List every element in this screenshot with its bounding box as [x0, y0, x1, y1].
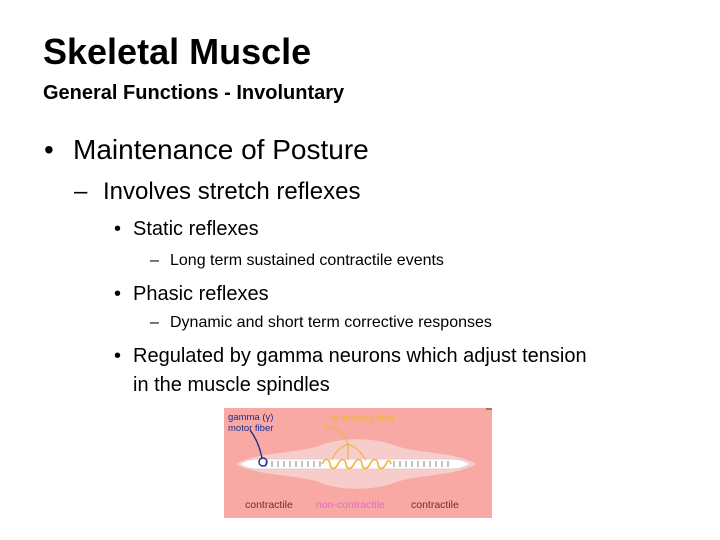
contractile-right-label: contractile — [411, 499, 459, 511]
bullet-text: Long term sustained contractile events — [170, 252, 444, 269]
bullet-stretch — [74, 176, 360, 208]
bullet-marker: • — [44, 134, 54, 165]
bullet-posture — [44, 133, 369, 167]
bullet-text: Phasic reflexes — [133, 283, 269, 305]
non-contractile-label: non-contractile — [316, 499, 385, 511]
gamma-label-line1: gamma (γ) — [228, 412, 274, 423]
bullet-marker: – — [150, 314, 159, 331]
sensory-fiber-label: Ia sensory fiber — [330, 413, 395, 424]
bullet-marker: – — [74, 178, 88, 205]
bullet-static — [114, 216, 259, 242]
bullet-text: Dynamic and short term corrective responses — [170, 314, 492, 331]
gamma-label-line2: motor fiber — [228, 423, 274, 434]
bullet-text: Involves stretch reflexes — [103, 178, 361, 205]
muscle-spindle-figure — [224, 408, 492, 518]
bullet-marker: – — [150, 252, 159, 269]
bullet-marker: • — [114, 218, 122, 240]
bullet-static-detail — [150, 250, 444, 272]
bullet-text: Regulated by gamma neurons which adjust tension — [133, 345, 587, 367]
bullet-phasic — [114, 281, 269, 307]
contractile-left-label: contractile — [245, 499, 293, 511]
bullet-marker: • — [114, 283, 122, 305]
bullet-text: Maintenance of Posture — [73, 134, 369, 165]
slide-subtitle: General Functions - Involuntary — [43, 82, 345, 104]
bullet-phasic-detail — [150, 312, 492, 334]
muscle-spindle-diagram — [224, 408, 492, 518]
bullet-gamma-continued: in the muscle spindles — [133, 374, 330, 396]
bullet-gamma — [114, 343, 587, 369]
bullet-marker: • — [114, 345, 122, 367]
slide-title: Skeletal Muscle — [43, 31, 312, 72]
bullet-text: Static reflexes — [133, 218, 259, 240]
